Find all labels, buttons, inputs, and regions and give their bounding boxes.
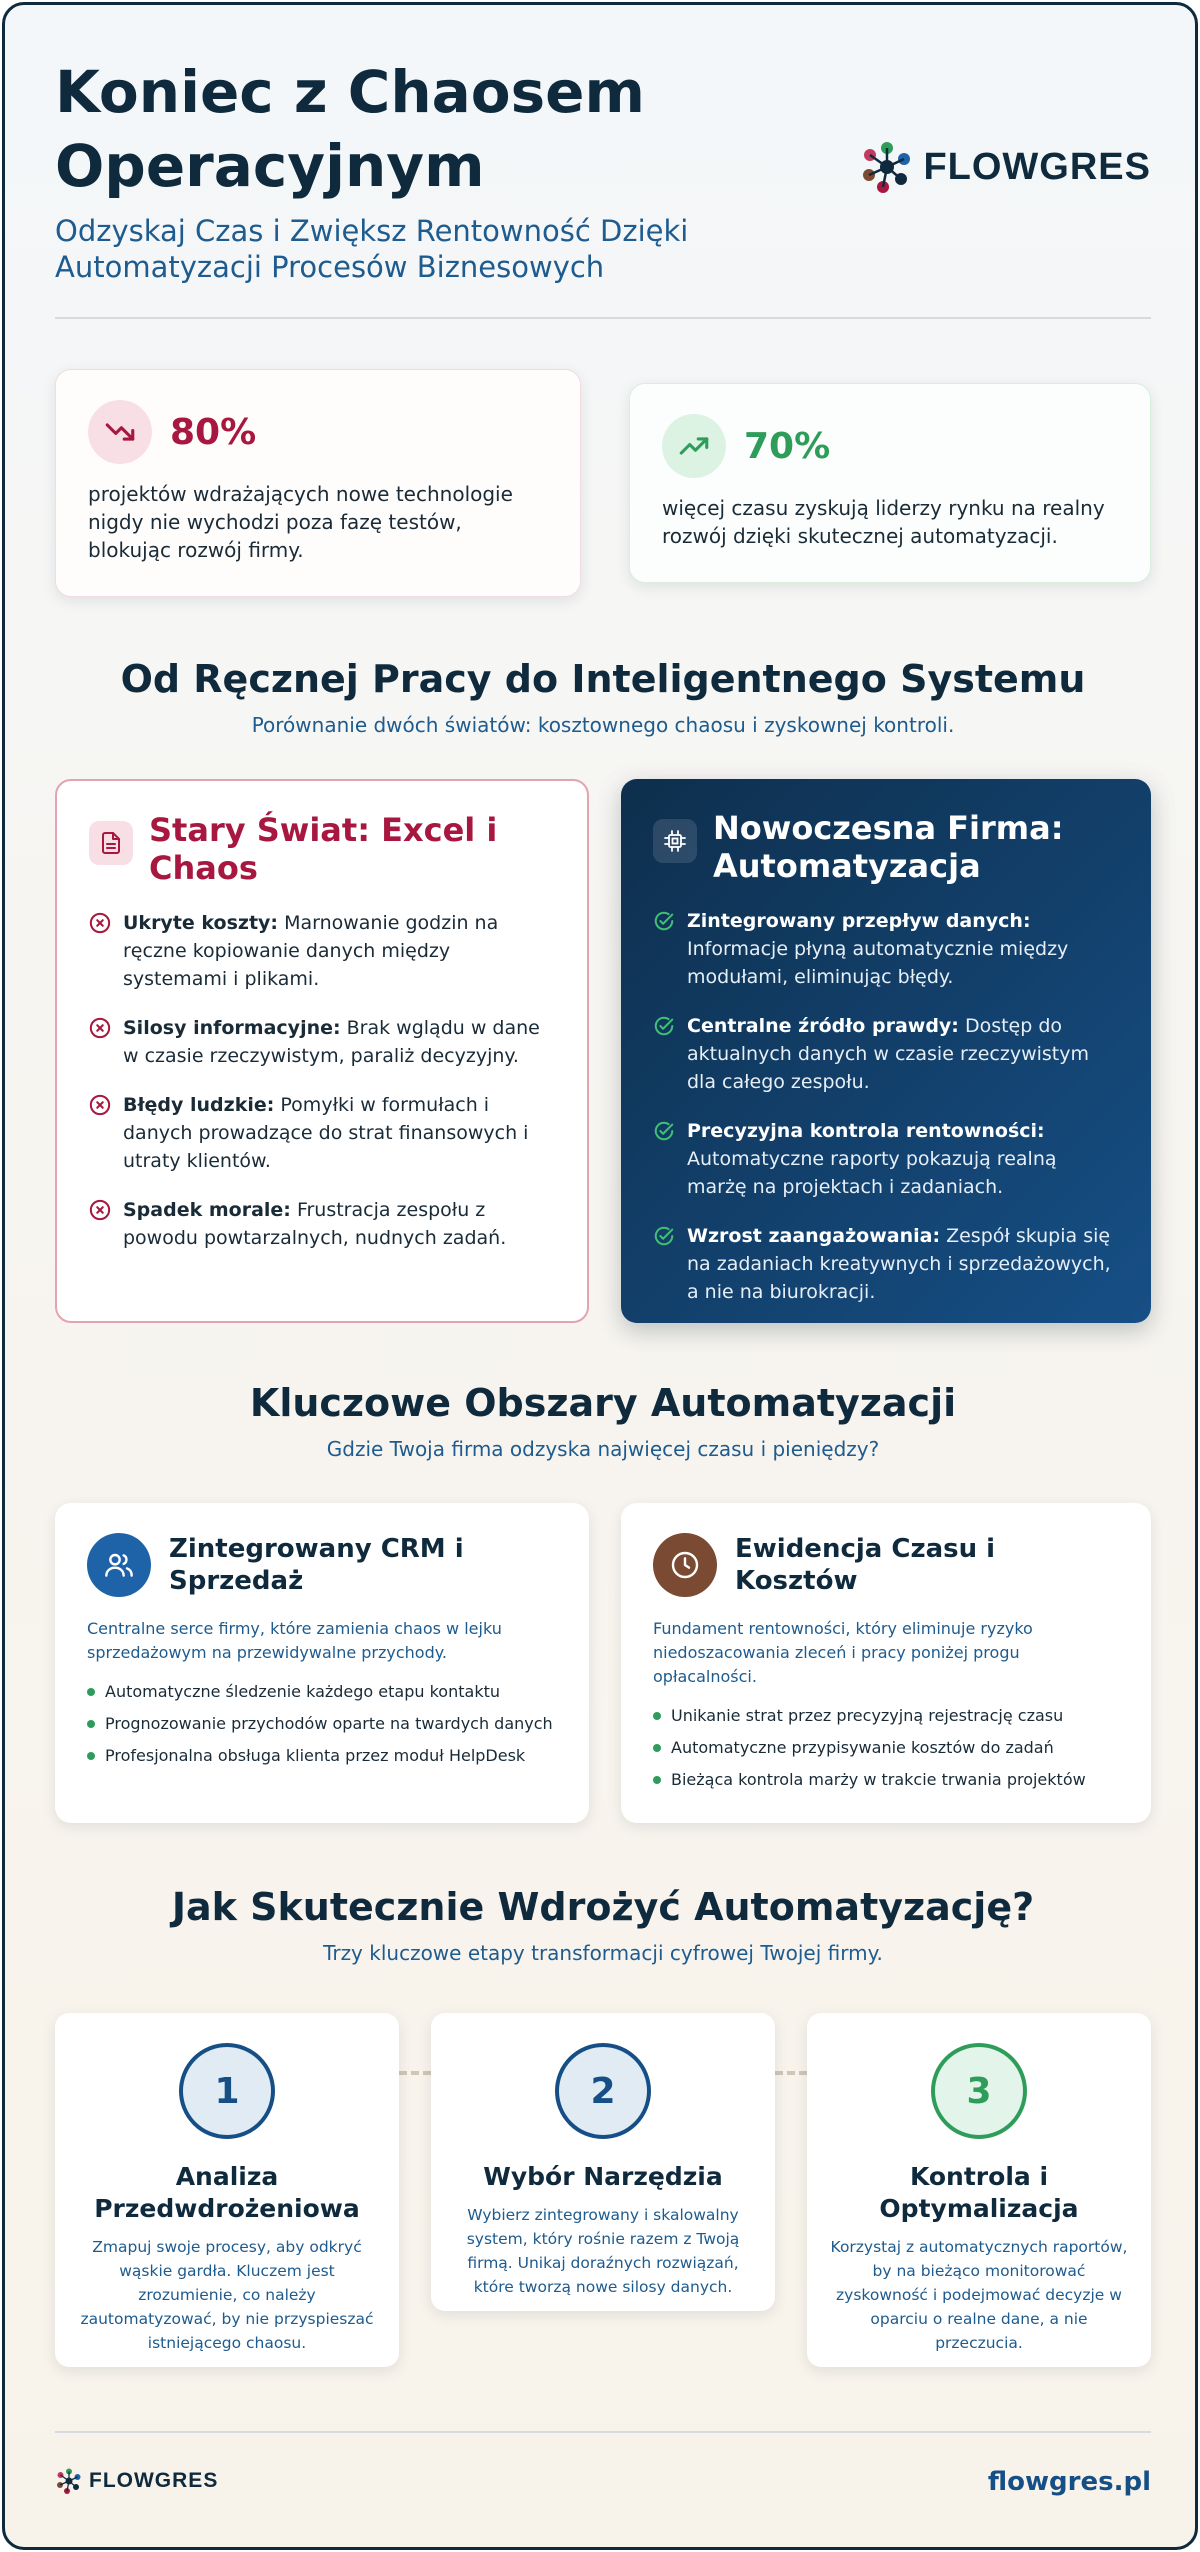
cpu-chip-icon <box>653 819 697 863</box>
list-item <box>89 1196 555 1252</box>
list-item: Unikanie strat przez precyzyjną rejestrację czasu <box>653 1705 1119 1727</box>
step-card-2 <box>431 2013 775 2311</box>
page-title: Koniec z Chaosem Operacyjnym <box>55 58 645 200</box>
area-title: Ewidencja Czasu i Kosztów <box>735 1534 996 1596</box>
users-icon <box>87 1533 151 1597</box>
step-title: Analiza Przedwdrożeniowa <box>94 2162 360 2223</box>
item-text: Pomyłki w formułach i danych prowadzące do strat finansowych i utraty klientów. <box>123 1094 529 1172</box>
comparison-subtitle: Porównanie dwóch światów: kosztownego chaosu i zyskownej kontroli. <box>251 713 955 737</box>
x-circle-icon <box>89 1199 111 1221</box>
check-circle-icon <box>653 1225 675 1247</box>
step-title: Kontrola i Optymalizacja <box>879 2162 1079 2223</box>
list-item <box>653 907 1119 991</box>
comparison-title: Od Ręcznej Pracy do Inteligentnego Systemu <box>120 657 1086 701</box>
bullet-dot-icon <box>87 1720 95 1728</box>
area-desc: Fundament rentowności, który eliminuje ryzyko niedoszacowania zleceń i pracy poniżej progu opłacalności. <box>653 1619 1033 1686</box>
trending-down-icon <box>88 400 152 464</box>
page-subtitle: Odzyskaj Czas i Zwiększ Rentowność Dzięki Automatyzacji Procesów Biznesowych <box>55 214 689 284</box>
list-item <box>653 1222 1119 1306</box>
old-world-card <box>55 779 589 1323</box>
steps-subtitle: Trzy kluczowe etapy transformacji cyfrowej Twojej firmy. <box>323 1941 883 1965</box>
old-world-title: Stary Świat: Excel i Chaos <box>149 811 498 887</box>
step-text: Zmapuj swoje procesy, aby odkryć wąskie gardła. Kluczem jest zrozumienie, co należy zautomatyzować, by nie przyspieszać istniejącego chaosu. <box>80 2238 374 2352</box>
item-label: Zintegrowany przepływ danych: <box>687 910 1031 932</box>
stat-text: więcej czasu zyskują liderzy rynku na realny rozwój dzięki skutecznej automatyzacji. <box>662 496 1105 548</box>
area-card-time <box>621 1503 1151 1823</box>
check-circle-icon <box>653 1015 675 1037</box>
stat-text: projektów wdrażających nowe technologie nigdy nie wychodzi poza fazę testów, blokując rozwój firmy. <box>88 482 513 562</box>
logo-text: FLOWGRES <box>923 145 1151 188</box>
bullet-dot-icon <box>653 1744 661 1752</box>
list-item: Automatyczne przypisywanie kosztów do zadań <box>653 1737 1119 1759</box>
new-world-card <box>621 779 1151 1323</box>
old-world-list <box>89 909 555 1252</box>
item-text: Frustracja zespołu z powodu powtarzalnych, nudnych zadań. <box>123 1199 507 1249</box>
brand-logo <box>859 139 1151 195</box>
area-list <box>87 1681 557 1767</box>
flowgres-logo-icon <box>55 2467 83 2495</box>
bullet-dot-icon <box>87 1752 95 1760</box>
item-label: Błędy ludzkie: <box>123 1094 275 1116</box>
item-text: Zespół skupia się na zadaniach kreatywnych i sprzedażowych, a nie na biurokracji. <box>687 1225 1111 1303</box>
list-item: Automatyczne śledzenie każdego etapu kontaktu <box>87 1681 557 1703</box>
item-label: Silosy informacyjne: <box>123 1017 341 1039</box>
list-item <box>89 1091 555 1175</box>
x-circle-icon <box>89 1094 111 1116</box>
stat-value: 80% <box>170 411 257 453</box>
step-card-3 <box>807 2013 1151 2367</box>
x-circle-icon <box>89 912 111 934</box>
list-item: Profesjonalna obsługa klienta przez moduł HelpDesk <box>87 1745 557 1767</box>
step-connector <box>399 2071 431 2075</box>
document-icon <box>89 821 133 865</box>
header-divider <box>55 317 1151 319</box>
flowgres-logo-icon <box>859 139 915 195</box>
new-world-title: Nowoczesna Firma: Automatyzacja <box>713 809 1064 885</box>
x-circle-icon <box>89 1017 111 1039</box>
header <box>55 55 1151 315</box>
check-circle-icon <box>653 1120 675 1142</box>
list-item <box>653 1117 1119 1201</box>
item-text: Automatyczne raporty pokazują realną marżę na projektach i zadaniach. <box>687 1148 1057 1198</box>
footer-logo <box>55 2467 218 2495</box>
areas-subtitle: Gdzie Twoja firma odzyska najwięcej czasu i pieniędzy? <box>326 1437 880 1461</box>
step-card-1 <box>55 2013 399 2367</box>
step-title: Wybór Narzędzia <box>483 2162 723 2191</box>
step-text: Korzystaj z automatycznych raportów, by na bieżąco monitorować zyskowność i podejmować decyzje w oparciu o realne dane, a nie przeczucia. <box>830 2238 1128 2352</box>
bullet-dot-icon <box>87 1688 95 1696</box>
list-item <box>653 1012 1119 1096</box>
step-text: Wybierz zintegrowany i skalowalny system, który rośnie razem z Twoją firmą. Unikaj doraźnych rozwiązań, które tworzą nowe silosy danych. <box>466 2206 740 2296</box>
item-label: Spadek morale: <box>123 1199 291 1221</box>
step-number: 2 <box>555 2043 651 2139</box>
step-number: 3 <box>931 2043 1027 2139</box>
area-card-crm <box>55 1503 589 1823</box>
area-title: Zintegrowany CRM i Sprzedaż <box>169 1534 464 1596</box>
item-text: Informacje płyną automatycznie między modułami, eliminując błędy. <box>687 938 1069 988</box>
bullet-dot-icon <box>653 1776 661 1784</box>
logo-text: FLOWGRES <box>89 2469 219 2492</box>
item-text: Brak wglądu w dane w czasie rzeczywistym, paraliż decyzyjny. <box>123 1017 540 1067</box>
list-item: Bieżąca kontrola marży w trakcie trwania projektów <box>653 1769 1119 1791</box>
trending-up-icon <box>662 414 726 478</box>
stat-card-gain <box>629 383 1151 583</box>
area-list <box>653 1705 1119 1791</box>
item-label: Ukryte koszty: <box>123 912 279 934</box>
stat-card-failure <box>55 369 581 597</box>
bullet-dot-icon <box>653 1712 661 1720</box>
list-item <box>89 909 555 993</box>
list-item <box>89 1014 555 1070</box>
stat-value: 70% <box>744 425 831 467</box>
item-label: Precyzyjna kontrola rentowności: <box>687 1120 1045 1142</box>
step-connector <box>775 2071 807 2075</box>
clock-icon <box>653 1533 717 1597</box>
list-item: Prognozowanie przychodów oparte na twardych danych <box>87 1713 557 1735</box>
area-desc: Centralne serce firmy, które zamienia chaos w lejku sprzedażowym na przewidywalne przychody. <box>87 1619 502 1662</box>
item-text: Marnowanie godzin na ręczne kopiowanie danych między systemami i plikami. <box>123 912 499 990</box>
item-text: Dostęp do aktualnych danych w czasie rzeczywistym dla całego zespołu. <box>687 1015 1089 1093</box>
footer-divider <box>55 2431 1151 2433</box>
item-label: Wzrost zaangażowania: <box>687 1225 941 1247</box>
item-label: Centralne źródło prawdy: <box>687 1015 959 1037</box>
steps-title: Jak Skutecznie Wdrożyć Automatyzację? <box>171 1885 1035 1929</box>
check-circle-icon <box>653 910 675 932</box>
infographic-frame <box>2 2 1198 2550</box>
areas-title: Kluczowe Obszary Automatyzacji <box>249 1381 957 1425</box>
new-world-list <box>653 907 1119 1306</box>
step-number: 1 <box>179 2043 275 2139</box>
footer-website-link[interactable]: flowgres.pl <box>987 2467 1151 2497</box>
